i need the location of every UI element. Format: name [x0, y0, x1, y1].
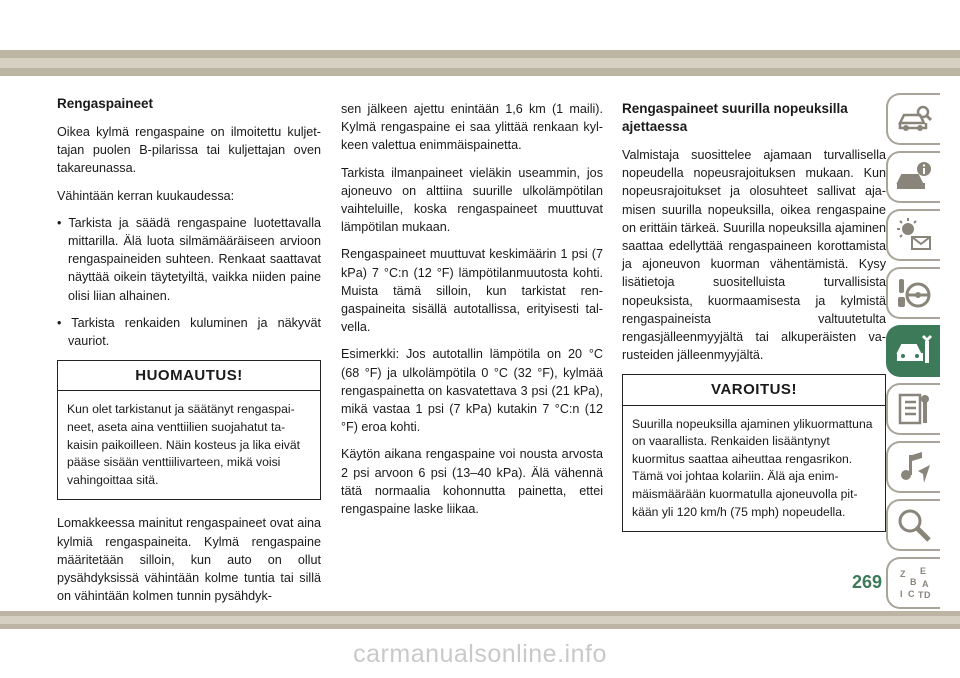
warning-title: VAROITUS!: [623, 375, 885, 405]
paragraph: Esimerkki: Jos autotallin lämpötila on 20 °C (68 °F) ja ulkolämpötila 0 °C (32 °F), kylmää rengaspainetta on kasvatettava 3 psi (21 kPa), mikä vastaa 1 psi (7 kPa) kutakin 7 °C:n (12 °F) eroa kohti.: [341, 347, 603, 435]
alphabet-index-icon: [896, 565, 932, 601]
paragraph: sen jälkeen ajettu enintään 1,6 km (1 maili). Kylmä rengaspaine ei saa ylittää renkaan kylkeen valettua enimmäispainetta.: [341, 102, 603, 153]
section-heading-tire-pressure: Rengaspaineet: [57, 96, 154, 111]
car-info-icon: [896, 159, 932, 195]
checklist-wrench-icon: [896, 391, 932, 427]
tab-warning-light[interactable]: [886, 209, 940, 261]
car-wrench-icon: [896, 333, 932, 369]
watermark: carmanualsonline.info: [353, 640, 607, 668]
tab-car-maintenance[interactable]: [886, 325, 940, 377]
tab-multimedia[interactable]: [886, 441, 940, 493]
car-magnifier-icon: [896, 101, 932, 137]
notice-box: [57, 360, 321, 500]
bullet-item: • Tarkista renkaiden kuluminen ja näkyvät vauriot.: [57, 315, 321, 349]
notice-body: Kun olet tarkistanut ja säätänyt rengaspaineet, aseta aina venttiilien suojahatut takaisin paikoilleen. Näin kosteus ja lika eivät pääse sisään venttiilivarteen, mikä voisi vahingoittaa sitä.: [67, 402, 301, 487]
magnifier-icon: [896, 507, 932, 543]
music-navigation-icon: [896, 449, 932, 485]
section-heading-high-speed: Rengaspaineet suurilla nopeuksilla ajettaessa: [622, 101, 848, 134]
warning-box: [622, 374, 886, 532]
footer-band: [0, 611, 960, 629]
svg-text:E: E: [920, 566, 927, 576]
svg-text:Z: Z: [900, 569, 906, 579]
header-stripe: [0, 58, 960, 68]
notice-title: HUOMAUTUS!: [58, 361, 320, 391]
paragraph: Lomakkeessa mainitut rengaspaineet ovat aina kylmiä rengaspaineita. Kylmä rengaspaine määritetään silloin, kun auto on ollut pysähdyksissä vähintään kolme tuntia tai sillä on vähintään kolmen tunnin pysähdyk-: [57, 516, 321, 604]
bullet-item: • Tarkista ja säädä rengaspaine luotettavalla mittarilla. Älä luota silmämääräiseen arvioon rengaspaineiden suhteen. Renkaat saattavat näyttää oikein täytetyiltä, vaikka niiden paine olisi liian alhainen.: [57, 215, 321, 303]
paragraph: Rengaspaineet muuttuvat keskimäärin 1 psi (7 kPa) 7 °C:n (12 °F) lämpötilanmuutosta kohti. Muista tämä silloin, kun tarkistat rengaspaineita sisällä autotallissa, erityisesti talvella.: [341, 247, 603, 335]
tab-index[interactable]: [886, 557, 940, 609]
paragraph: Tarkista ilmanpaineet vieläkin useammin, jos ajoneuvo on alttiina suurille ulkolämpötilan vaihteluille, koska rengaspaineet muuttuvat lämpötilan mukaan.: [341, 165, 603, 235]
page-number: 269: [852, 572, 883, 592]
tab-car-info[interactable]: [886, 151, 940, 203]
column-3: [622, 100, 886, 546]
column-1: [57, 95, 321, 614]
tab-car-magnifier[interactable]: [886, 93, 940, 145]
tab-checklist[interactable]: [886, 383, 940, 435]
chapter-tabs: [886, 93, 944, 615]
paragraph: Oikea kylmä rengaspaine on ilmoitettu kuljettajan puolen B-pilarissa tai kuljettajan oven takareunassa.: [57, 125, 321, 176]
svg-text:C: C: [908, 589, 915, 599]
steering-wheel-icon: [896, 275, 932, 311]
svg-text:D: D: [924, 590, 931, 600]
paragraph: Käytön aikana rengaspaine voi nousta arvosta 2 psi arvoon 6 psi (13–40 kPa). Älä vähennä tätä normaalia kohonnutta painetta, ettei rengaspaine laske liikaa.: [341, 447, 603, 517]
header-band: [0, 50, 960, 76]
column-2: [341, 100, 603, 527]
footer-stripe: [0, 616, 960, 624]
svg-text:I: I: [900, 589, 903, 599]
warning-light-mail-icon: [896, 217, 932, 253]
tab-search[interactable]: [886, 499, 940, 551]
tab-steering-wheel[interactable]: [886, 267, 940, 319]
svg-text:T: T: [918, 590, 924, 600]
svg-text:A: A: [922, 579, 929, 589]
paragraph: Vähintään kerran kuukaudessa:: [57, 188, 235, 203]
paragraph: Valmistaja suosittelee ajamaan turvallisella nopeudella nopeusrajoituksen mukaan. Kun nopeusrajoitukset ja olosuhteet sallivat ajamisen suurilla nopeuksilla, oikea rengaspaine on erittäin tärkeä. Suurilla nopeuksilla ajaminen saattaa edellyttää rengaspaineen korottamista ja ajoneuvon kuorman vähentämistä. Kysy lisätietoja suositelluista turvallisista nopeuksista, kuormaamisesta ja kylmistä rengaspaineista valtuutetulta rengasjälleenmyyjältä tai alkuperäisten varusteiden jälleenmyyjältä.: [622, 148, 886, 363]
svg-text:B: B: [910, 577, 917, 587]
warning-body: Suurilla nopeuksilla ajaminen ylikuormattuna on vaarallista. Renkaiden lisääntynyt kuormitus saattaa aiheuttaa rengasrikon. Tämä voi johtaa kolariin. Älä aja enimmäismäärään kuormatulla ajoneuvolla pitkään yli 120 km/h (75 mph) nopeudella.: [632, 416, 873, 519]
